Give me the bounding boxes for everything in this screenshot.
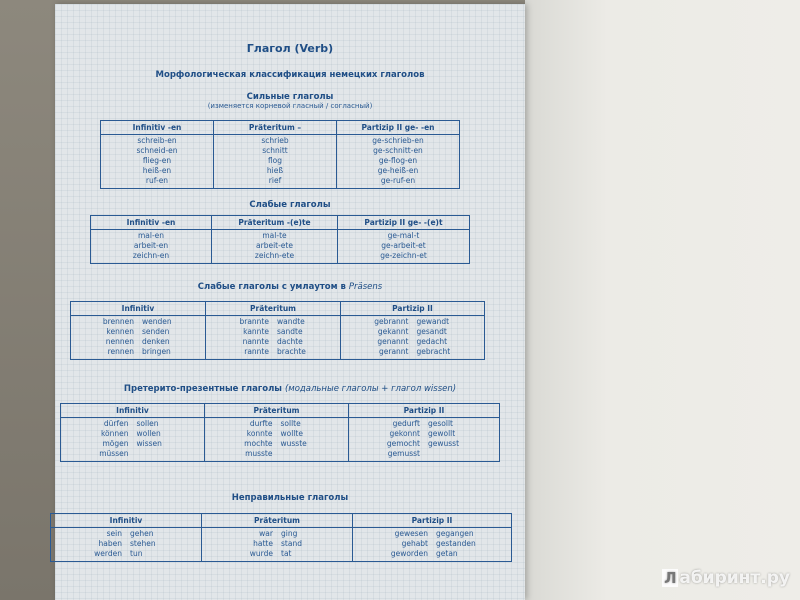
cell: arbeit-ete [256,241,293,250]
weak-table [90,215,470,264]
table-header: Präteritum [205,404,349,418]
weak-partizip [338,230,470,264]
cell: gewesen [394,529,428,538]
cell: gewusst [428,439,460,448]
cell: ge-schnitt-en [373,146,423,155]
cell: hieß [266,166,284,175]
cell [281,449,349,459]
cell: gedurft [392,419,420,428]
cell: sollen [136,419,159,428]
modal-table [60,403,500,462]
table-header: Partizip II [341,302,485,316]
cell: gemusst [387,449,420,458]
table-header: Partizip II ge- -en [337,121,460,135]
cell: zeichn-ete [254,251,295,260]
cell: wollte [280,429,303,438]
cell: ge-schrieb-en [372,136,424,145]
cell: kennen [106,327,134,336]
umlaut-infinitiv [71,316,206,360]
modal-title-text: Претерито-презентные глаголы [123,384,282,394]
table-header: Infinitiv [51,514,202,528]
umlaut-partizip [341,316,485,360]
cell: durfte [249,419,273,428]
cell: gemocht [386,439,420,448]
cell: tat [281,549,292,558]
cell: sein [106,529,122,538]
cell: senden [142,327,170,336]
cell: dürfen [103,419,129,428]
cell: sollte [280,419,301,428]
cell: mochte [244,439,273,448]
weak-title: Слабые глаголы [249,200,331,210]
cell: mal-en [137,231,165,240]
umlaut-title [55,282,525,292]
umlaut-title-text: Слабые глаголы с умлаутом в [197,282,346,292]
page-title: Глагол (Verb) [246,42,334,55]
right-page [525,0,800,600]
irregular-title: Неправильные глаголы [231,493,349,503]
cell: schreib-en [137,136,177,145]
cell: flieg-en [142,156,172,165]
cell: zeichn-en [132,251,170,260]
cell: flog [267,156,283,165]
watermark-logo [662,568,790,588]
cell: kannte [243,327,269,336]
cell: brennen [102,317,134,326]
cell: ge-ruf-en [380,176,416,185]
cell: genannt [377,337,409,346]
strong-note: (изменяется корневой гласный / согласный) [207,102,373,110]
cell: gestanden [436,539,476,548]
cell: gehabt [401,539,428,548]
cell: mal-te [262,231,287,240]
cell: mögen [102,439,129,448]
cell: dachte [277,337,303,346]
irregular-praeteritum [202,528,353,562]
cell: gedacht [416,337,448,346]
book-page [55,4,525,600]
cell: schnitt [262,146,288,155]
cell: ging [281,529,298,538]
cell: stand [281,539,302,548]
cell: schneid-en [136,146,178,155]
cell: ge-flog-en [378,156,418,165]
cell: tun [130,549,143,558]
cell: hatte [253,539,273,548]
cell: ge-heiß-en [377,166,419,175]
cell: wandte [277,317,305,326]
cell: rennen [107,347,134,356]
watermark-box: Л [664,569,677,587]
cell [137,449,205,459]
cell: getan [436,549,458,558]
cell: gesollt [428,419,453,428]
cell: schrieb [261,136,289,145]
cell: gebracht [416,347,451,356]
cell: haben [98,539,122,548]
cell: gekonnt [389,429,420,438]
table-header: Partizip II [349,404,500,418]
cell: wurde [249,549,273,558]
table-header: Infinitiv -en [101,121,214,135]
irregular-partizip [353,528,512,562]
page-subtitle: Морфологическая классификация немецких глаголов [155,70,425,80]
irregular-infinitiv [51,528,202,562]
cell: gebrannt [374,317,409,326]
cell: ge-zeichn-et [380,251,427,260]
modal-praeteritum [205,418,349,462]
cell: stehen [130,539,156,548]
cell: gesandt [416,327,447,336]
modal-partizip [349,418,500,462]
cell: wollen [136,429,161,438]
cell: wenden [142,317,172,326]
cell: brannte [239,317,269,326]
umlaut-title-word: Präsens [348,282,383,292]
umlaut-praeteritum [206,316,341,360]
strong-praeteritum [214,135,337,189]
cell: sandte [277,327,303,336]
irregular-table [50,513,512,562]
cell: heiß-en [142,166,172,175]
table-header: Präteritum -(e)te [212,216,338,230]
weak-infinitiv [91,230,212,264]
cell: konnte [246,429,273,438]
strong-table [100,120,460,189]
cell: musste [245,449,273,458]
table-header: Infinitiv -en [91,216,212,230]
cell: wissen [136,439,162,448]
cell: arbeit-en [133,241,169,250]
table-header: Infinitiv [71,302,206,316]
strong-infinitiv [101,135,214,189]
cell: nannte [242,337,269,346]
cell: gerannt [378,347,409,356]
cell: ge-arbeit-et [381,241,426,250]
cell: brachte [277,347,306,356]
modal-note: (модальные глаголы + глагол wissen) [284,384,457,394]
modal-title [55,384,525,394]
table-header: Partizip II ge- -(e)t [338,216,470,230]
cell: gekannt [377,327,409,336]
strong-partizip [337,135,460,189]
cell: geworden [390,549,428,558]
modal-infinitiv [61,418,205,462]
table-header: Infinitiv [61,404,205,418]
cell: rannte [244,347,269,356]
table-header: Präteritum [206,302,341,316]
cell: rief [268,176,282,185]
cell: nennen [105,337,134,346]
watermark-text: абиринт.ру [679,568,790,588]
table-header: Präteritum – [214,121,337,135]
cell: gegangen [436,529,474,538]
cell: war [259,529,273,538]
cell: gewollt [428,429,456,438]
cell [428,449,499,459]
weak-praeteritum [212,230,338,264]
cell: können [100,429,129,438]
cell: werden [94,549,122,558]
cell: müssen [99,449,129,458]
cell: gewandt [416,317,450,326]
cell: gehen [130,529,154,538]
cell: denken [142,337,170,346]
cell: ruf-en [145,176,169,185]
table-header: Präteritum [202,514,353,528]
cell: bringen [142,347,171,356]
table-header: Partizip II [353,514,512,528]
cell: ge-mal-t [387,231,420,240]
umlaut-table [70,301,485,360]
cell: wusste [280,439,307,448]
strong-title: Сильные глаголы [246,92,334,102]
